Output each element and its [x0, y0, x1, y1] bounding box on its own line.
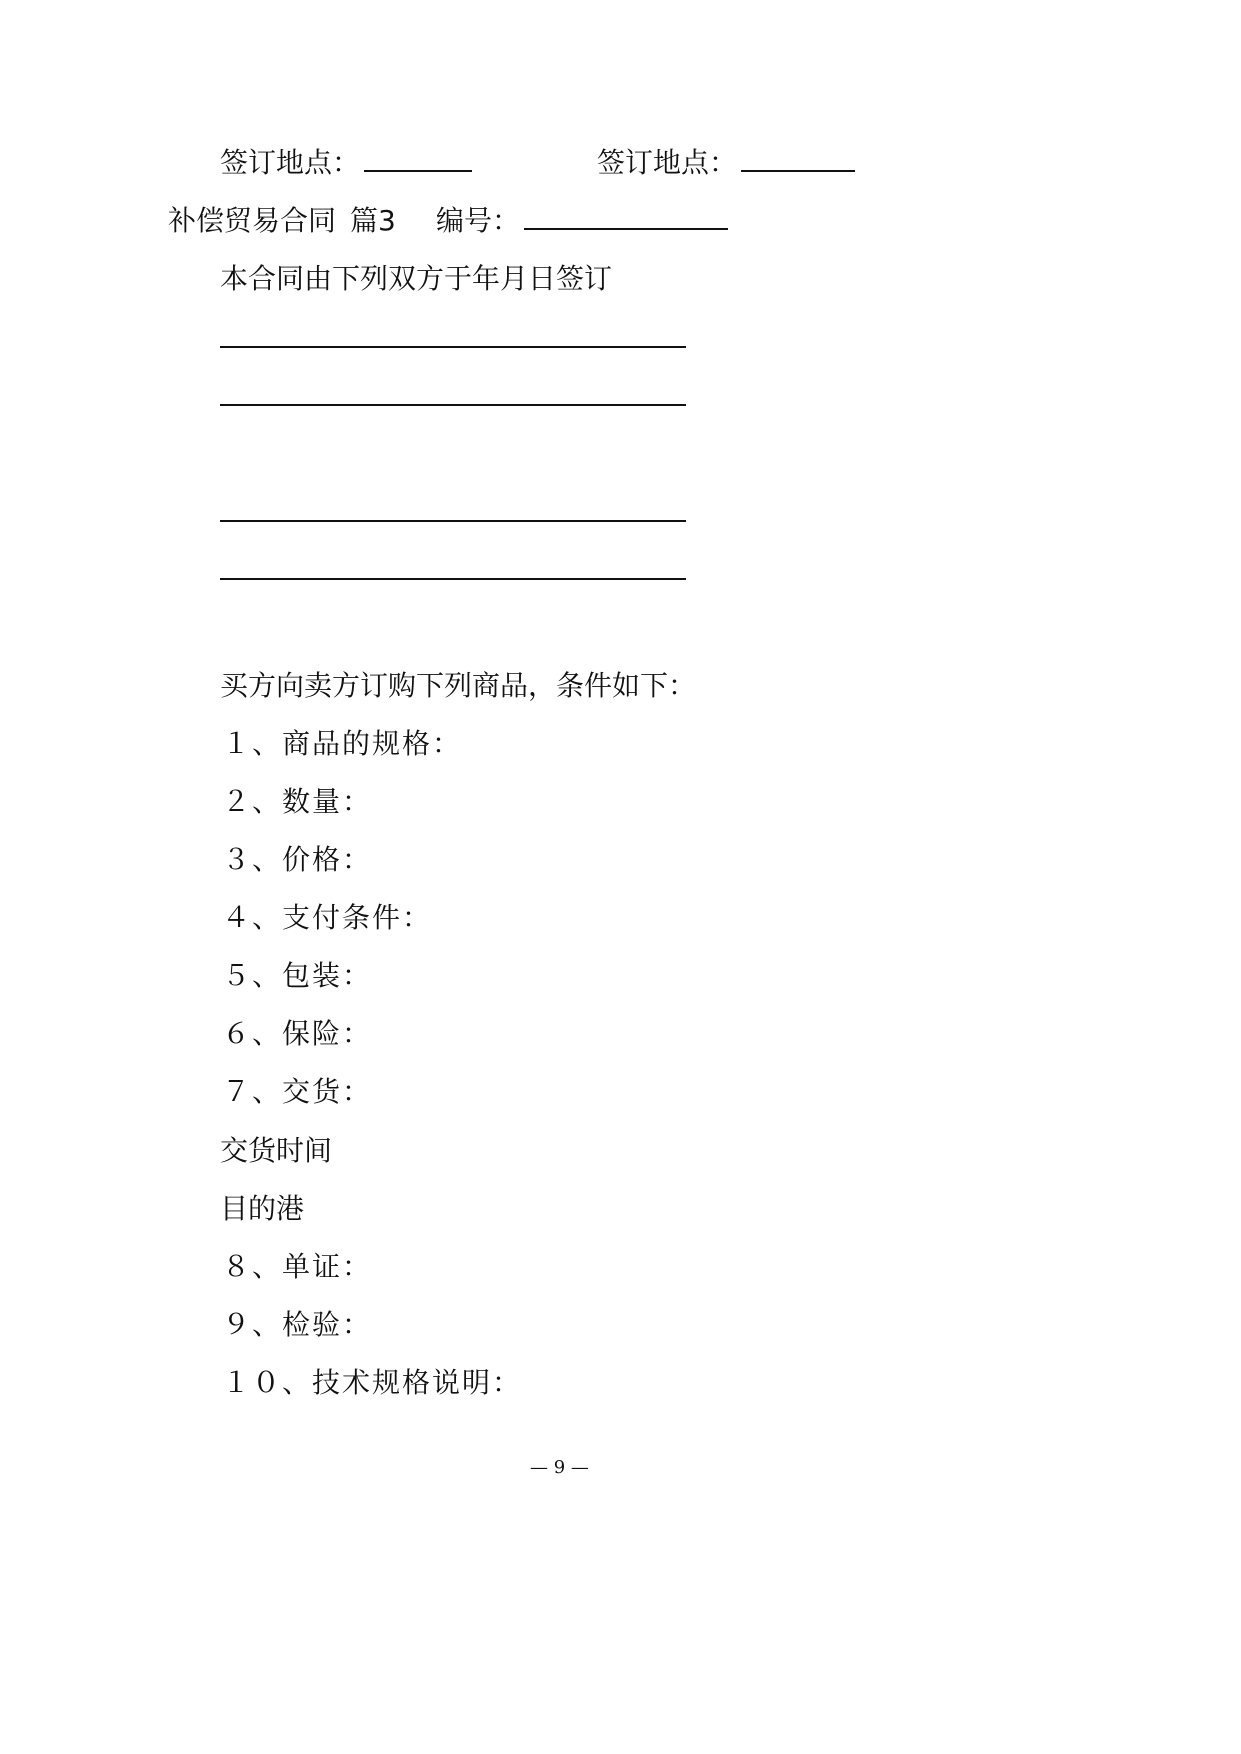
contract-intro: 本合同由下列双方于年月日签订: [220, 262, 613, 295]
clause-item: ８、单证：: [222, 1250, 373, 1283]
contract-heading: [168, 201, 396, 241]
destination-port: 目的港: [220, 1192, 305, 1225]
page-number: — 9 —: [530, 1457, 589, 1478]
signing-place-right-label: 签订地点：: [597, 146, 738, 179]
contract-number-label: 编号：: [436, 204, 521, 237]
contract-part: 篇3: [350, 204, 396, 237]
clause-item: ２、数量：: [222, 785, 373, 818]
clause-item: １０、技术规格说明：: [222, 1366, 523, 1399]
clause-item: ４、支付条件：: [222, 901, 433, 934]
clause-item: ５、包装：: [222, 959, 373, 992]
clause-item: ９、检验：: [222, 1308, 373, 1341]
clause-item: ７、交货：: [222, 1075, 373, 1108]
signing-place-right: [597, 143, 855, 183]
party-blank-line-3[interactable]: [220, 520, 686, 522]
contract-title: 补偿贸易合同: [168, 204, 337, 237]
party-blank-line-1[interactable]: [220, 346, 686, 348]
clause-item: １、商品的规格：: [222, 727, 463, 760]
signing-place-right-blank[interactable]: [741, 146, 855, 172]
party-blank-line-4[interactable]: [220, 578, 686, 580]
signing-place-left-label: 签订地点：: [220, 146, 361, 179]
order-intro: 买方向卖方订购下列商品，条件如下：: [220, 669, 697, 702]
signing-place-left-blank[interactable]: [364, 146, 472, 172]
contract-number-blank[interactable]: [524, 204, 728, 230]
delivery-time: 交货时间: [220, 1134, 333, 1167]
signing-place-left: [220, 143, 472, 183]
party-blank-line-2[interactable]: [220, 404, 686, 406]
clause-item: ３、价格：: [222, 843, 373, 876]
clause-item: ６、保险：: [222, 1017, 373, 1050]
contract-number: [436, 201, 728, 241]
